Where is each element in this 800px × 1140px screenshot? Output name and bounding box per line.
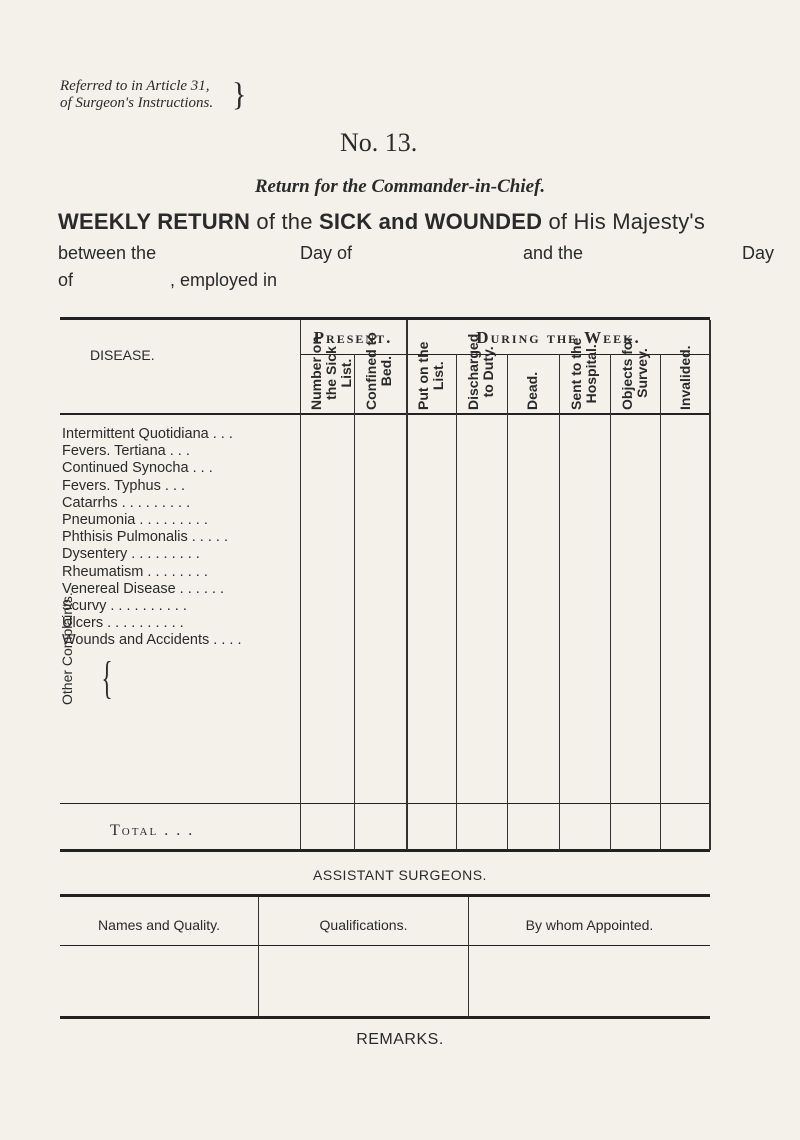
assistant-surgeons-title: ASSISTANT SURGEONS. bbox=[313, 867, 487, 883]
form-number: No. 13. bbox=[340, 128, 418, 157]
disease-row: Continued Synocha . . . bbox=[62, 460, 213, 477]
col-dead bbox=[525, 372, 540, 410]
col-text: List. bbox=[430, 361, 446, 391]
asst-divider bbox=[258, 897, 259, 1017]
day-of-text: Day of bbox=[300, 243, 353, 263]
names-quality-header: Names and Quality. bbox=[98, 917, 220, 933]
asst-header-rule bbox=[60, 945, 710, 946]
col-divider bbox=[300, 320, 301, 850]
reference-line-1: Referred to in Article 31, bbox=[60, 78, 210, 94]
weekly-return: WEEKLY RETURN bbox=[58, 209, 251, 234]
col-text: Hospital. bbox=[583, 344, 599, 404]
qualifications-header: Qualifications. bbox=[319, 917, 408, 933]
between-text: between the bbox=[58, 243, 157, 263]
heading-line-1 bbox=[58, 209, 705, 235]
col-divider bbox=[660, 354, 661, 850]
disease-row: Scurvy . . . . . . . . . . bbox=[62, 598, 187, 615]
table-bottom-rule bbox=[60, 849, 710, 852]
other-complaints: Other Complaints. bbox=[59, 592, 75, 705]
employed-text: , employed in bbox=[170, 270, 278, 290]
col-divider bbox=[456, 354, 457, 850]
col-number-on-sick-list bbox=[309, 336, 354, 410]
during-week-header: During the Week. bbox=[476, 328, 641, 347]
col-sent-to-hospital bbox=[569, 338, 599, 410]
his-majesty-text: of His Majesty's bbox=[548, 209, 706, 234]
col-text: Bed. bbox=[378, 355, 394, 387]
col-text: Objects for bbox=[619, 336, 635, 410]
of-text: of bbox=[58, 270, 74, 290]
header-bottom-rule bbox=[60, 413, 710, 415]
return-title: Return for the Commander-in-Chief. bbox=[254, 176, 546, 197]
col-objects-for-survey bbox=[620, 336, 650, 410]
disease-row: Fevers. Typhus . . . bbox=[62, 477, 186, 494]
disease-header: DISEASE. bbox=[90, 347, 155, 363]
col-text: to Duty. bbox=[480, 346, 496, 398]
col-divider bbox=[610, 354, 611, 850]
and-the-text: and the bbox=[523, 243, 584, 263]
col-divider bbox=[559, 354, 560, 850]
reference-note bbox=[60, 78, 213, 112]
col-text: Survey. bbox=[634, 348, 650, 398]
col-text: the Sick bbox=[323, 346, 339, 400]
appointed-by-header: By whom Appointed. bbox=[525, 917, 654, 933]
table-top-rule bbox=[60, 317, 710, 320]
disease-row: Venereal Disease . . . . . . bbox=[62, 580, 224, 597]
col-confined-to-bed bbox=[364, 332, 394, 410]
disease-row: Intermittent Quotidiana . . . bbox=[62, 426, 233, 442]
col-divider bbox=[354, 354, 355, 850]
col-invalided bbox=[678, 345, 693, 410]
disease-row: Phthisis Pulmonalis . . . . . bbox=[62, 529, 229, 546]
disease-row: Rheumatism . . . . . . . . bbox=[62, 563, 208, 580]
col-text: List. bbox=[338, 358, 354, 388]
col-text: Dead. bbox=[524, 371, 540, 410]
total-row-label: Total . . . bbox=[110, 822, 195, 839]
col-divider bbox=[507, 354, 508, 850]
disease-row: Catarrhs . . . . . . . . . bbox=[62, 494, 191, 511]
disease-list bbox=[62, 426, 241, 650]
col-text: Sent to the bbox=[568, 337, 584, 410]
brace-icon: { bbox=[101, 652, 113, 703]
asst-divider bbox=[468, 897, 469, 1017]
of-the-text: of the bbox=[256, 209, 313, 234]
col-text: Confined to bbox=[363, 332, 379, 410]
col-divider bbox=[709, 320, 711, 850]
col-text: Discharged bbox=[465, 333, 481, 410]
col-text: Put on the bbox=[415, 341, 431, 410]
disease-row: Fevers. Tertiana . . . bbox=[62, 443, 190, 460]
sick-wounded: SICK and WOUNDED bbox=[318, 209, 543, 234]
present-header: Present. bbox=[313, 328, 393, 347]
col-divider bbox=[406, 320, 408, 850]
reference-line-2: of Surgeon's Instructions. bbox=[60, 95, 214, 111]
col-text: Invalided. bbox=[677, 345, 693, 410]
disease-row: Dysentery . . . . . . . . . bbox=[62, 546, 200, 563]
disease-row: Ulcers . . . . . . . . . . bbox=[62, 615, 184, 632]
col-put-on-list bbox=[416, 342, 446, 410]
brace-icon: } bbox=[232, 76, 247, 113]
col-text: Number on bbox=[308, 336, 324, 410]
col-discharged-to-duty bbox=[466, 334, 496, 410]
asst-bottom-rule bbox=[60, 1016, 710, 1019]
disease-row: Wounds and Accidents . . . . bbox=[62, 632, 242, 649]
remarks-heading: REMARKS. bbox=[356, 1031, 444, 1048]
day-text: Day bbox=[742, 243, 775, 263]
total-top-rule bbox=[60, 803, 710, 804]
disease-row: Pneumonia . . . . . . . . . bbox=[62, 512, 208, 529]
asst-top-rule bbox=[60, 894, 710, 897]
